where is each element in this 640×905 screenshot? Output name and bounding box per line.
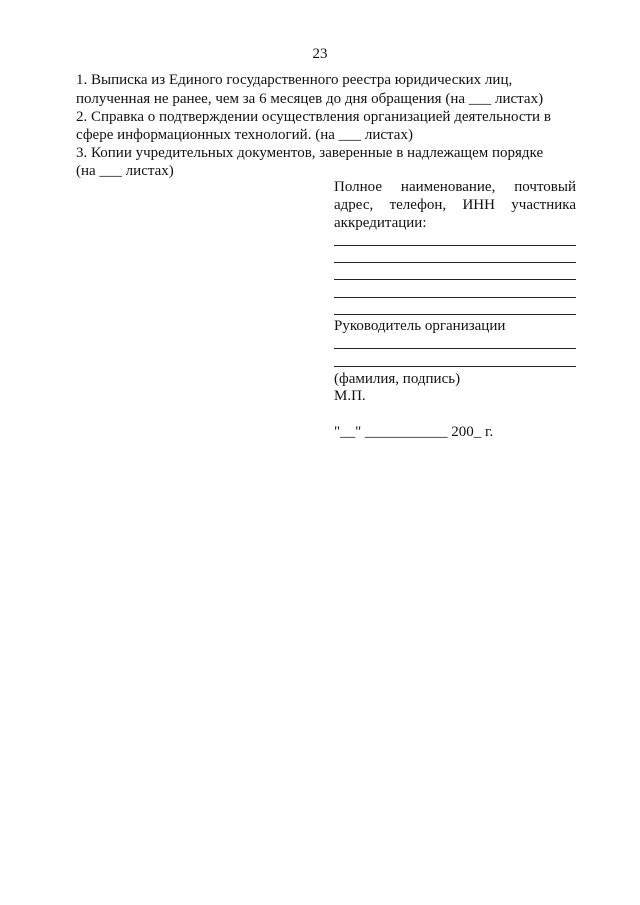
applicant-label-line-2: адрес, телефон, ИНН участника <box>334 197 576 213</box>
attachment-line-6: (на ___ листах) <box>76 163 174 179</box>
head-of-organization-label: Руководитель организации <box>334 318 506 334</box>
attachment-line-1: 1. Выписка из Единого государственного реестра юридических лиц, <box>76 72 513 88</box>
seal-mark: М.П. <box>334 388 366 404</box>
applicant-fill-line-4[interactable] <box>334 297 576 298</box>
attachment-line-3: 2. Справка о подтверждении осуществления организацией деятельности в <box>76 109 551 125</box>
applicant-fill-line-5[interactable] <box>334 314 576 315</box>
head-fill-line-2[interactable] <box>334 366 576 367</box>
applicant-label-line-3: аккредитации: <box>334 215 427 231</box>
applicant-fill-line-2[interactable] <box>334 262 576 263</box>
applicant-label-line-1: Полное наименование, почтовый <box>334 179 576 195</box>
date-line: "__" ___________ 200_ г. <box>334 424 494 440</box>
name-signature-hint: (фамилия, подпись) <box>334 371 461 387</box>
applicant-fill-line-3[interactable] <box>334 279 576 280</box>
attachment-line-2: полученная не ранее, чем за 6 месяцев до дня обращения (на ___ листах) <box>76 91 544 107</box>
applicant-fill-line-1[interactable] <box>334 245 576 246</box>
attachment-line-5: 3. Копии учредительных документов, заверенные в надлежащем порядке <box>76 145 544 161</box>
head-fill-line-1[interactable] <box>334 348 576 349</box>
attachment-line-4: сфере информационных технологий. (на ___ листах) <box>76 127 413 143</box>
page-number: 23 <box>312 46 328 62</box>
